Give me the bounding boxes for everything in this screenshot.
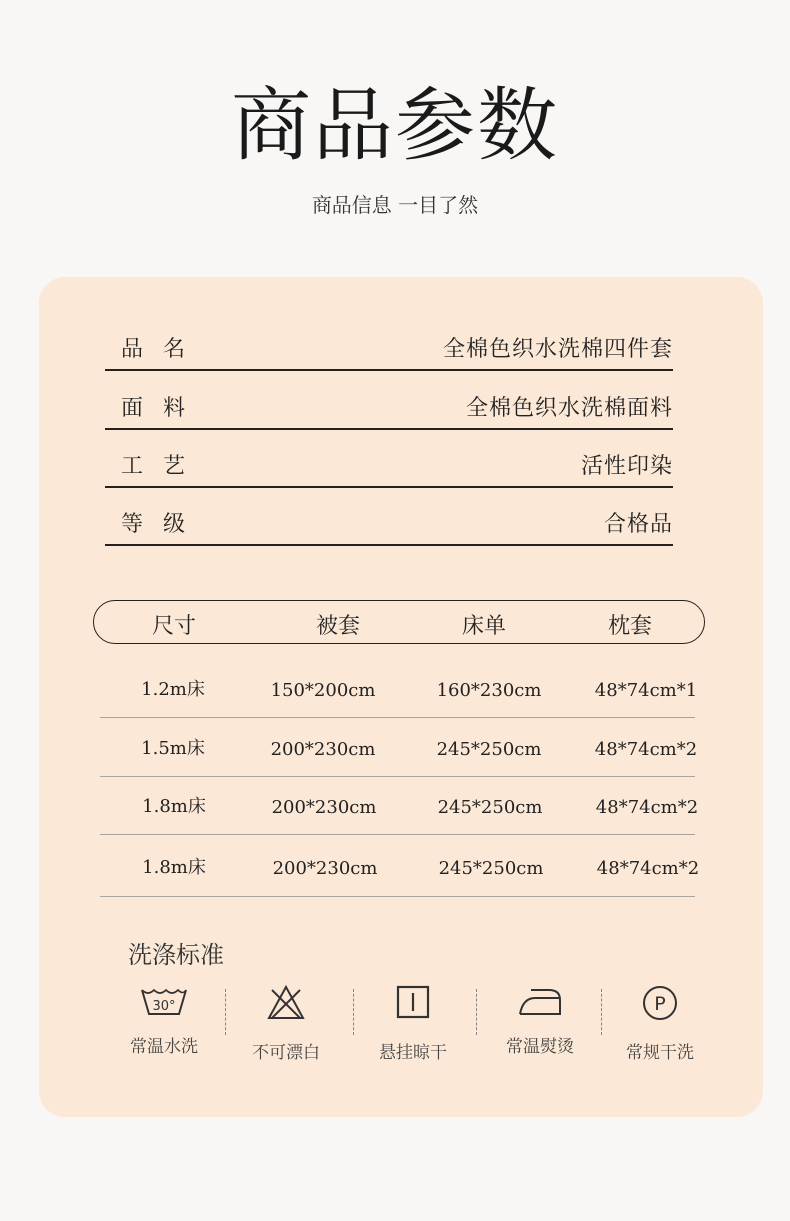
wash-item-dry-clean (600, 984, 720, 1064)
cell-sheet: 245*250cm (436, 739, 542, 760)
cell-size: 1.2m床 (141, 679, 205, 700)
wash-label: 常规干洗 (626, 1043, 694, 1063)
cell-size: 1.8m床 (142, 857, 206, 878)
header-sheet: 床单 (461, 614, 507, 639)
cell-pillowcase: 48*74cm*2 (596, 858, 700, 879)
table-row (100, 659, 698, 718)
cell-size: 1.5m床 (141, 738, 205, 759)
cell-sheet: 245*250cm (437, 797, 543, 818)
table-row (100, 834, 700, 897)
spec-row-craft (105, 440, 673, 488)
spec-label: 工艺 (121, 454, 206, 479)
spec-row-name (105, 323, 673, 371)
spec-value: 活性印染 (580, 454, 673, 479)
wash-item-iron (480, 984, 600, 1064)
wash-label: 常温熨烫 (506, 1037, 574, 1057)
cell-sheet: 160*230cm (436, 680, 542, 701)
wash-label: 常温水洗 (130, 1037, 198, 1057)
dry-clean-p-icon (641, 984, 679, 1022)
spec-value: 合格品 (603, 512, 673, 537)
cell-pillowcase: 48*74cm*1 (594, 680, 698, 701)
wash-30-icon (140, 984, 188, 1020)
spec-label: 面料 (121, 396, 206, 421)
table-row (100, 776, 699, 835)
spec-row-fabric (105, 382, 673, 430)
spec-label: 等级 (121, 512, 206, 537)
wash-label: 不可漂白 (252, 1043, 320, 1063)
table-row (100, 718, 698, 777)
wash-item-hang-dry (353, 984, 473, 1064)
cell-size: 1.8m床 (142, 796, 206, 817)
cell-duvet: 200*230cm (272, 858, 378, 879)
wash-label: 悬挂晾干 (379, 1043, 447, 1063)
cell-pillowcase: 48*74cm*2 (594, 739, 698, 760)
cell-duvet: 200*230cm (271, 797, 377, 818)
cell-duvet: 150*200cm (270, 680, 376, 701)
cell-pillowcase: 48*74cm*2 (595, 797, 699, 818)
wash-item-no-bleach (226, 984, 346, 1064)
spec-value: 全棉色织水洗棉面料 (465, 396, 673, 421)
header-pillowcase: 枕套 (607, 614, 653, 639)
wash-item-normal (104, 984, 224, 1064)
no-bleach-icon (266, 984, 306, 1022)
iron-icon (517, 984, 563, 1018)
dry-clean-symbol: P (654, 993, 666, 1015)
hang-dry-icon (395, 984, 431, 1020)
spec-row-grade (105, 498, 673, 546)
parameter-card (39, 277, 763, 1117)
page-title: 商品参数 (231, 79, 559, 172)
spec-value: 全棉色织水洗棉四件套 (442, 337, 673, 362)
divider (476, 989, 477, 1035)
wash-temp: 30° (152, 999, 176, 1014)
header-size: 尺寸 (151, 614, 197, 639)
page-subtitle: 商品信息 一目了然 (311, 193, 479, 217)
cell-duvet: 200*230cm (270, 739, 376, 760)
spec-label: 品名 (121, 337, 206, 362)
header-duvet: 被套 (315, 614, 361, 639)
size-table-header (93, 600, 705, 644)
cell-sheet: 245*250cm (438, 858, 544, 879)
washing-title: 洗涤标准 (128, 941, 224, 969)
